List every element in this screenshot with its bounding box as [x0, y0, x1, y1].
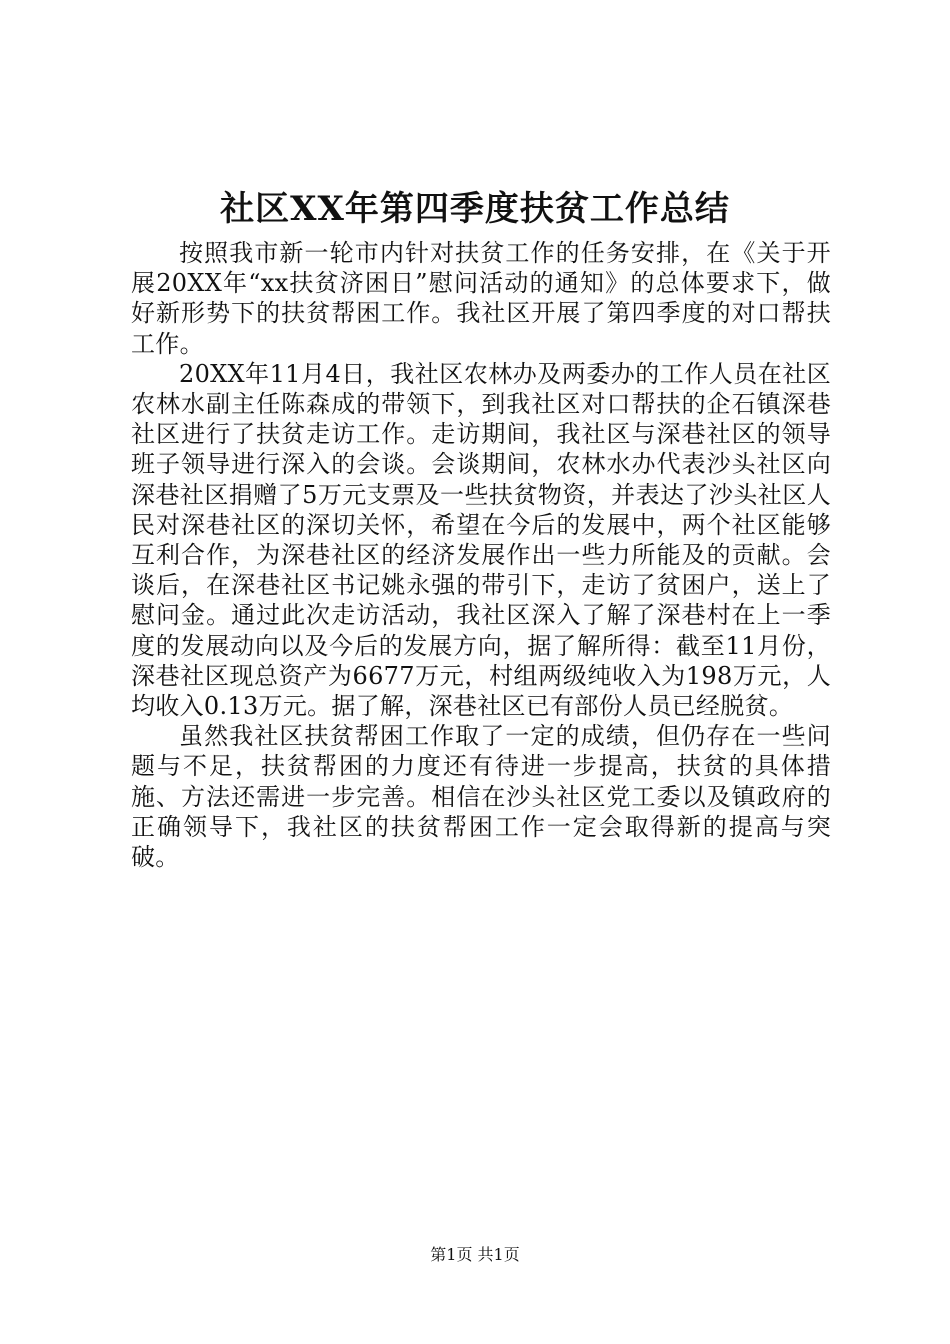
- paragraph-visit: 20XX年11月4日，我社区农林办及两委办的工作人员在社区农林水副主任陈森成的带领下，到我社区对口帮扶的企石镇深巷社区进行了扶贫走访工作。走访期间，我社区与深巷社区的领导班子领导进行深入的会谈。会谈期间，农林水办代表沙头社区向深巷社区捐赠了5万元支票及一些扶贫物资，并表达了沙头社区人民对深巷社区的深切关怀，希望在今后的发展中，两个社区能够互利合作，为深巷社区的经济发展作出一些力所能及的贡献。会谈后，在深巷社区书记姚永强的带引下，走访了贫困户，送上了慰问金。通过此次走访活动，我社区深入了解了深巷村在上一季度的发展动向以及今后的发展方向，据了解所得：截至11月份，深巷社区现总资产为6677万元，村组两级纯收入为198万元，人均收入0.13万元。据了解，深巷社区已有部份人员已经脱贫。: [131, 359, 831, 721]
- page-footer: 第1页 共1页: [430, 1245, 520, 1264]
- document-body: [131, 238, 831, 872]
- paragraph-conclusion: 虽然我社区扶贫帮困工作取了一定的成绩，但仍存在一些问题与不足，扶贫帮困的力度还有待进一步提高，扶贫的具体措施、方法还需进一步完善。相信在沙头社区党工委以及镇政府的正确领导下，我社区的扶贫帮困工作一定会取得新的提高与突破。: [131, 722, 831, 872]
- paragraph-intro: 按照我市新一轮市内针对扶贫工作的任务安排，在《关于开展20XX年“xx扶贫济困日”慰问活动的通知》的总体要求下，做好新形势下的扶贫帮困工作。我社区开展了第四季度的对口帮扶工作。: [131, 239, 831, 358]
- document-title: 社区XX年第四季度扶贫工作总结: [220, 189, 730, 229]
